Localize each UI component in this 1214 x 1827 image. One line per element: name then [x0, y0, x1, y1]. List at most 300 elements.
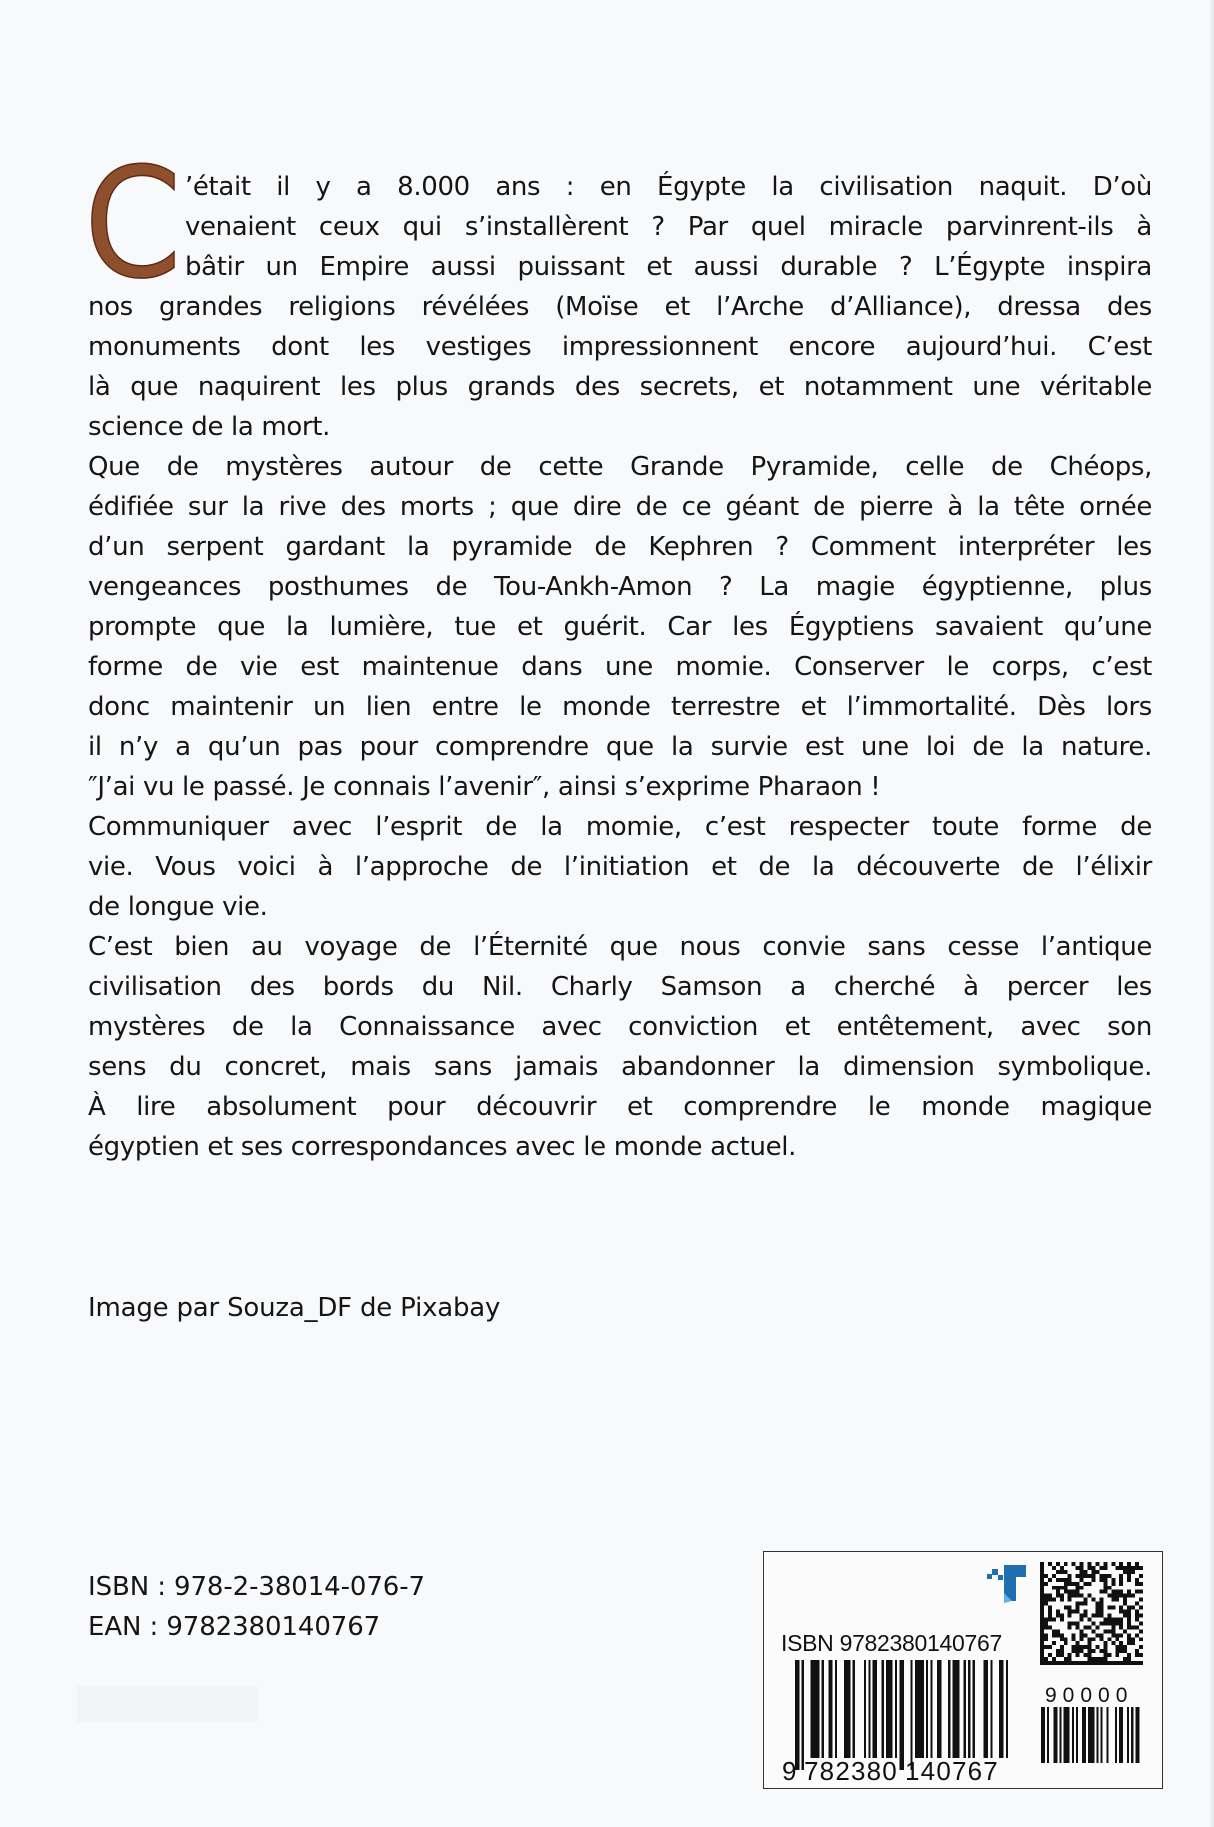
matrix-module — [1076, 1621, 1080, 1625]
matrix-module — [1056, 1629, 1060, 1633]
image-credit: Image par Souza_DF de Pixabay — [88, 1293, 501, 1323]
page-edge — [1210, 0, 1214, 1827]
barcode-bar — [895, 1660, 897, 1758]
matrix-module — [1052, 1617, 1056, 1621]
matrix-module — [1040, 1641, 1044, 1645]
matrix-module — [1107, 1606, 1111, 1610]
matrix-module — [1119, 1641, 1123, 1645]
matrix-module — [1131, 1625, 1135, 1629]
blurb-line: monuments dont les vestiges impressionnent encore aujourd’hui. C’est — [88, 332, 1152, 362]
addon-bar — [1041, 1707, 1045, 1763]
matrix-module — [1123, 1610, 1127, 1614]
matrix-module — [1088, 1562, 1092, 1566]
matrix-module — [1099, 1574, 1103, 1578]
matrix-module — [1072, 1633, 1076, 1637]
barcode-bar — [886, 1660, 893, 1758]
matrix-module — [1088, 1653, 1092, 1657]
addon-bar — [1135, 1707, 1139, 1763]
barcode-bar — [937, 1660, 941, 1758]
matrix-module — [1099, 1598, 1103, 1602]
blurb-line: édifiée sur la rive des morts ; que dire de ce géant de pierre à la tête ornée — [88, 492, 1152, 522]
matrix-module — [1088, 1566, 1092, 1570]
matrix-module — [1135, 1602, 1139, 1606]
matrix-module — [1080, 1629, 1084, 1633]
matrix-module — [1127, 1570, 1131, 1574]
matrix-module — [1064, 1578, 1068, 1582]
matrix-module — [1107, 1617, 1111, 1621]
barcode-bar — [999, 1660, 1003, 1758]
matrix-module — [1080, 1602, 1084, 1606]
matrix-module — [1107, 1574, 1111, 1578]
blurb-line: science de la mort. — [88, 412, 331, 442]
barcode-bar — [930, 1660, 932, 1758]
matrix-module — [1048, 1645, 1052, 1649]
matrix-module — [1119, 1590, 1123, 1594]
matrix-module — [1068, 1578, 1072, 1582]
matrix-module — [1103, 1574, 1107, 1578]
matrix-module — [1064, 1641, 1068, 1645]
matrix-module — [1099, 1610, 1103, 1614]
matrix-module — [1115, 1617, 1119, 1621]
matrix-module — [1099, 1602, 1103, 1606]
matrix-module — [1135, 1582, 1139, 1586]
matrix-module — [1076, 1606, 1080, 1610]
matrix-module — [1119, 1621, 1123, 1625]
matrix-module — [1072, 1621, 1076, 1625]
matrix-module — [1084, 1614, 1088, 1618]
matrix-module — [1088, 1641, 1092, 1645]
matrix-module — [1107, 1629, 1111, 1633]
blank-label-area — [77, 1686, 258, 1722]
matrix-module — [1107, 1586, 1111, 1590]
matrix-module — [1115, 1661, 1119, 1665]
matrix-module — [1056, 1578, 1060, 1582]
matrix-module — [1040, 1621, 1044, 1625]
matrix-module — [1064, 1582, 1068, 1586]
matrix-module — [1072, 1590, 1076, 1594]
matrix-module — [1040, 1598, 1044, 1602]
matrix-module — [1127, 1657, 1131, 1661]
matrix-module — [1052, 1598, 1056, 1602]
matrix-module — [1056, 1653, 1060, 1657]
matrix-module — [1092, 1649, 1096, 1653]
matrix-module — [1115, 1645, 1119, 1649]
matrix-module — [1040, 1649, 1044, 1653]
matrix-module — [1048, 1594, 1052, 1598]
matrix-module — [1084, 1633, 1088, 1637]
matrix-module — [1044, 1582, 1048, 1586]
blurb-line: là que naquirent les plus grands des secrets, et notamment une véritable — [88, 372, 1152, 402]
matrix-module — [1119, 1606, 1123, 1610]
matrix-module — [1056, 1661, 1060, 1665]
matrix-module — [1048, 1625, 1052, 1629]
matrix-module — [1064, 1562, 1068, 1566]
blurb-line: sens du concret, mais sans jamais abandonner la dimension symbolique. — [88, 1052, 1152, 1082]
matrix-module — [1099, 1657, 1103, 1661]
matrix-module — [1092, 1661, 1096, 1665]
matrix-module — [1119, 1633, 1123, 1637]
barcode-bar — [1006, 1660, 1008, 1758]
matrix-module — [1048, 1653, 1052, 1657]
matrix-module — [1119, 1617, 1123, 1621]
matrix-module — [1088, 1594, 1092, 1598]
matrix-module — [1040, 1657, 1044, 1661]
matrix-module — [1103, 1562, 1107, 1566]
matrix-module — [1139, 1661, 1143, 1665]
matrix-module — [1092, 1578, 1096, 1582]
barcode-bar — [915, 1660, 924, 1758]
matrix-module — [1103, 1590, 1107, 1594]
matrix-module — [1107, 1637, 1111, 1641]
matrix-module — [1072, 1610, 1076, 1614]
matrix-module — [1107, 1661, 1111, 1665]
blurb-line: À lire absolument pour découvrir et comprendre le monde magique — [88, 1092, 1152, 1122]
matrix-module — [1099, 1649, 1103, 1653]
guard-bar — [795, 1660, 799, 1770]
barcode-digits-left: 782380 — [804, 1756, 898, 1786]
barcode-digit-first: 9 — [782, 1756, 798, 1786]
matrix-module — [1040, 1602, 1044, 1606]
matrix-module — [1103, 1645, 1107, 1649]
barcode-bar — [873, 1660, 877, 1758]
matrix-module — [1080, 1578, 1084, 1582]
matrix-module — [1064, 1661, 1068, 1665]
matrix-module — [1084, 1610, 1088, 1614]
matrix-module — [1139, 1653, 1143, 1657]
barcode-label — [763, 1551, 1163, 1789]
matrix-module — [1076, 1641, 1080, 1645]
matrix-module — [1111, 1606, 1115, 1610]
addon-bar — [1096, 1707, 1098, 1763]
matrix-module — [1095, 1614, 1099, 1618]
matrix-module — [1131, 1566, 1135, 1570]
barcode-bar — [835, 1660, 837, 1758]
blurb-line: de longue vie. — [88, 892, 268, 922]
matrix-module — [1076, 1574, 1080, 1578]
matrix-module — [1119, 1574, 1123, 1578]
matrix-module — [1095, 1570, 1099, 1574]
matrix-module — [1127, 1578, 1131, 1582]
matrix-module — [1127, 1566, 1131, 1570]
matrix-module — [1092, 1614, 1096, 1618]
barcode-bar — [990, 1660, 992, 1758]
matrix-module — [1040, 1566, 1044, 1570]
matrix-module — [1119, 1582, 1123, 1586]
addon-bar — [1047, 1707, 1049, 1763]
matrix-module — [1064, 1586, 1068, 1590]
barcode-bar — [828, 1660, 832, 1758]
matrix-module — [1092, 1574, 1096, 1578]
matrix-module — [1103, 1566, 1107, 1570]
matrix-module — [1076, 1566, 1080, 1570]
matrix-module — [1040, 1661, 1044, 1665]
matrix-module — [1072, 1594, 1076, 1598]
addon-bar — [1119, 1707, 1123, 1763]
matrix-module — [1040, 1570, 1044, 1574]
barcode-bar — [926, 1660, 928, 1758]
matrix-module — [1127, 1590, 1131, 1594]
barcode-bar — [822, 1660, 824, 1758]
matrix-module — [1060, 1586, 1064, 1590]
matrix-module — [1048, 1610, 1052, 1614]
matrix-module — [1135, 1614, 1139, 1618]
matrix-module — [1099, 1614, 1103, 1618]
matrix-module — [1060, 1637, 1064, 1641]
matrix-module — [1123, 1594, 1127, 1598]
matrix-module — [1084, 1598, 1088, 1602]
barcode-bar — [853, 1660, 855, 1758]
matrix-module — [1139, 1621, 1143, 1625]
matrix-module — [1044, 1602, 1048, 1606]
matrix-module — [1076, 1610, 1080, 1614]
matrix-module — [1040, 1582, 1044, 1586]
matrix-module — [1135, 1653, 1139, 1657]
matrix-module — [1060, 1570, 1064, 1574]
matrix-module — [1040, 1574, 1044, 1578]
barcode-bar — [984, 1660, 988, 1758]
matrix-module — [1060, 1578, 1064, 1582]
matrix-module — [1119, 1625, 1123, 1629]
matrix-module — [1115, 1637, 1119, 1641]
matrix-module — [1044, 1645, 1048, 1649]
barcode-digits-right: 140767 — [905, 1756, 999, 1786]
blurb-line: vie. Vous voici à l’approche de l’initiation et de la découverte de l’élixir — [88, 852, 1152, 882]
matrix-module — [1040, 1594, 1044, 1598]
matrix-module — [1064, 1570, 1068, 1574]
matrix-module — [1127, 1606, 1131, 1610]
matrix-module — [1048, 1562, 1052, 1566]
matrix-module — [1092, 1570, 1096, 1574]
matrix-module — [1056, 1649, 1060, 1653]
matrix-module — [1064, 1657, 1068, 1661]
matrix-module — [1135, 1649, 1139, 1653]
matrix-module — [1127, 1637, 1131, 1641]
matrix-module — [1076, 1653, 1080, 1657]
matrix-module — [1131, 1661, 1135, 1665]
matrix-module — [1135, 1661, 1139, 1665]
matrix-module — [1115, 1633, 1119, 1637]
matrix-module — [1060, 1661, 1064, 1665]
matrix-module — [1119, 1594, 1123, 1598]
addon-bar — [1072, 1707, 1074, 1763]
addon-bar — [1088, 1707, 1094, 1763]
matrix-module — [1076, 1649, 1080, 1653]
matrix-module — [1052, 1586, 1056, 1590]
matrix-module — [1127, 1633, 1131, 1637]
matrix-module — [1115, 1566, 1119, 1570]
matrix-module — [1040, 1578, 1044, 1582]
matrix-module — [1040, 1629, 1044, 1633]
matrix-module — [1040, 1653, 1044, 1657]
matrix-module — [1044, 1637, 1048, 1641]
matrix-module — [1060, 1566, 1064, 1570]
matrix-module — [1111, 1594, 1115, 1598]
matrix-module — [1107, 1594, 1111, 1598]
matrix-module — [1103, 1653, 1107, 1657]
blurb-line: C’est bien au voyage de l’Éternité que nous convie sans cesse l’antique — [88, 932, 1152, 962]
blurb-line: civilisation des bords du Nil. Charly Samson a cherché à percer les — [88, 972, 1152, 1002]
matrix-module — [1111, 1582, 1115, 1586]
matrix-module — [1099, 1633, 1103, 1637]
matrix-module — [1123, 1657, 1127, 1661]
matrix-module — [1068, 1594, 1072, 1598]
matrix-module — [1095, 1625, 1099, 1629]
matrix-module — [1123, 1629, 1127, 1633]
matrix-module — [1127, 1641, 1131, 1645]
blurb-line: venaient ceux qui s’installèrent ? Par quel miracle parvinrent-ils à — [185, 212, 1152, 242]
blurb-line: prompte que la lumière, tue et guérit. Car les Égyptiens savaient qu’une — [88, 612, 1152, 642]
matrix-module — [1103, 1629, 1107, 1633]
ean-text: EAN : 9782380140767 — [88, 1612, 381, 1642]
guard-bar — [910, 1660, 912, 1770]
matrix-module — [1044, 1625, 1048, 1629]
addon-barcode — [1039, 1707, 1145, 1763]
matrix-module — [1139, 1590, 1143, 1594]
matrix-module — [1095, 1606, 1099, 1610]
matrix-module — [1040, 1614, 1044, 1618]
matrix-module — [1048, 1617, 1052, 1621]
matrix-module — [1135, 1562, 1139, 1566]
addon-bar — [1107, 1707, 1109, 1763]
matrix-module — [1068, 1582, 1072, 1586]
matrix-module — [1107, 1614, 1111, 1618]
matrix-module — [1115, 1649, 1119, 1653]
blurb-line: ’était il y a 8.000 ans : en Égypte la civilisation naquit. D’où — [185, 172, 1152, 202]
matrix-module — [1076, 1590, 1080, 1594]
addon-bar — [1076, 1707, 1078, 1763]
matrix-module — [1115, 1594, 1119, 1598]
barcode-bar — [882, 1660, 884, 1758]
matrix-module — [1068, 1661, 1072, 1665]
matrix-module — [1119, 1661, 1123, 1665]
blurb-line: il n’y a qu’un pas pour comprendre que la survie est une loi de la nature. — [88, 732, 1152, 762]
matrix-module — [1088, 1645, 1092, 1649]
matrix-module — [1068, 1657, 1072, 1661]
matrix-module — [1056, 1633, 1060, 1637]
matrix-module — [1123, 1645, 1127, 1649]
matrix-module — [1084, 1625, 1088, 1629]
matrix-module — [1068, 1606, 1072, 1610]
matrix-module — [1131, 1637, 1135, 1641]
matrix-module — [1060, 1598, 1064, 1602]
matrix-module — [1095, 1602, 1099, 1606]
matrix-module — [1080, 1586, 1084, 1590]
logo-pixel — [998, 1575, 1003, 1580]
matrix-module — [1044, 1633, 1048, 1637]
matrix-module — [1111, 1641, 1115, 1645]
matrix-module — [1088, 1625, 1092, 1629]
addon-bar — [1100, 1707, 1102, 1763]
barcode-bar — [973, 1660, 975, 1758]
matrix-module — [1135, 1617, 1139, 1621]
matrix-module — [1127, 1617, 1131, 1621]
matrix-module — [1135, 1625, 1139, 1629]
matrix-module — [1072, 1582, 1076, 1586]
matrix-module — [1088, 1661, 1092, 1665]
matrix-module — [1123, 1661, 1127, 1665]
matrix-module — [1111, 1578, 1115, 1582]
matrix-module — [1044, 1621, 1048, 1625]
matrix-module — [1099, 1621, 1103, 1625]
matrix-module — [1080, 1649, 1084, 1653]
matrix-module — [1068, 1610, 1072, 1614]
matrix-module — [1080, 1614, 1084, 1618]
matrix-module — [1099, 1578, 1103, 1582]
logo-pixel — [987, 1574, 992, 1579]
matrix-module — [1099, 1566, 1103, 1570]
isbn-text: ISBN : 978-2-38014-076-7 — [88, 1572, 425, 1602]
matrix-module — [1127, 1610, 1131, 1614]
matrix-module — [1040, 1586, 1044, 1590]
matrix-module — [1135, 1578, 1139, 1582]
matrix-module — [1040, 1633, 1044, 1637]
matrix-module — [1119, 1645, 1123, 1649]
matrix-module — [1103, 1661, 1107, 1665]
matrix-module — [1056, 1614, 1060, 1618]
matrix-module — [1115, 1598, 1119, 1602]
blurb-line: égyptien et ses correspondances avec le monde actuel. — [88, 1132, 797, 1162]
matrix-module — [1052, 1566, 1056, 1570]
barcode-bar — [864, 1660, 866, 1758]
matrix-module — [1048, 1614, 1052, 1618]
matrix-module — [1119, 1649, 1123, 1653]
matrix-module — [1080, 1566, 1084, 1570]
matrix-module — [1139, 1645, 1143, 1649]
matrix-module — [1080, 1594, 1084, 1598]
blurb-line: bâtir un Empire aussi puissant et aussi durable ? L’Égypte inspira — [185, 252, 1152, 282]
matrix-module — [1088, 1657, 1092, 1661]
matrix-module — [1084, 1582, 1088, 1586]
matrix-module — [1040, 1617, 1044, 1621]
matrix-module — [1095, 1562, 1099, 1566]
distributor-logo-icon — [986, 1563, 1028, 1605]
matrix-module — [1064, 1606, 1068, 1610]
matrix-module — [1048, 1661, 1052, 1665]
matrix-module — [1088, 1649, 1092, 1653]
matrix-module — [1052, 1661, 1056, 1665]
matrix-module — [1111, 1598, 1115, 1602]
matrix-module — [1107, 1621, 1111, 1625]
matrix-module — [1139, 1614, 1143, 1618]
barcode-isbn-label: ISBN 9782380140767 — [781, 1630, 1002, 1656]
matrix-module — [1111, 1633, 1115, 1637]
addon-bar — [1053, 1707, 1057, 1763]
matrix-module — [1103, 1617, 1107, 1621]
matrix-module — [1056, 1586, 1060, 1590]
matrix-module — [1084, 1645, 1088, 1649]
matrix-module — [1040, 1562, 1044, 1566]
matrix-module — [1092, 1566, 1096, 1570]
matrix-module — [1080, 1570, 1084, 1574]
matrix-module — [1052, 1657, 1056, 1661]
barcode-bar — [811, 1660, 820, 1758]
matrix-module — [1056, 1562, 1060, 1566]
matrix-module — [1095, 1633, 1099, 1637]
matrix-module — [1072, 1661, 1076, 1665]
matrix-module — [1040, 1610, 1044, 1614]
barcode-bar — [868, 1660, 870, 1758]
blurb-line: nos grandes religions révélées (Moïse et l’Arche d’Alliance), dressa des — [88, 292, 1152, 322]
addon-bar — [1127, 1707, 1129, 1763]
matrix-module — [1099, 1606, 1103, 1610]
matrix-module — [1139, 1629, 1143, 1633]
matrix-module — [1052, 1641, 1056, 1645]
matrix-module — [1056, 1590, 1060, 1594]
datamatrix-code-icon — [1040, 1562, 1143, 1665]
matrix-module — [1080, 1645, 1084, 1649]
matrix-module — [1127, 1562, 1131, 1566]
matrix-module — [1095, 1610, 1099, 1614]
